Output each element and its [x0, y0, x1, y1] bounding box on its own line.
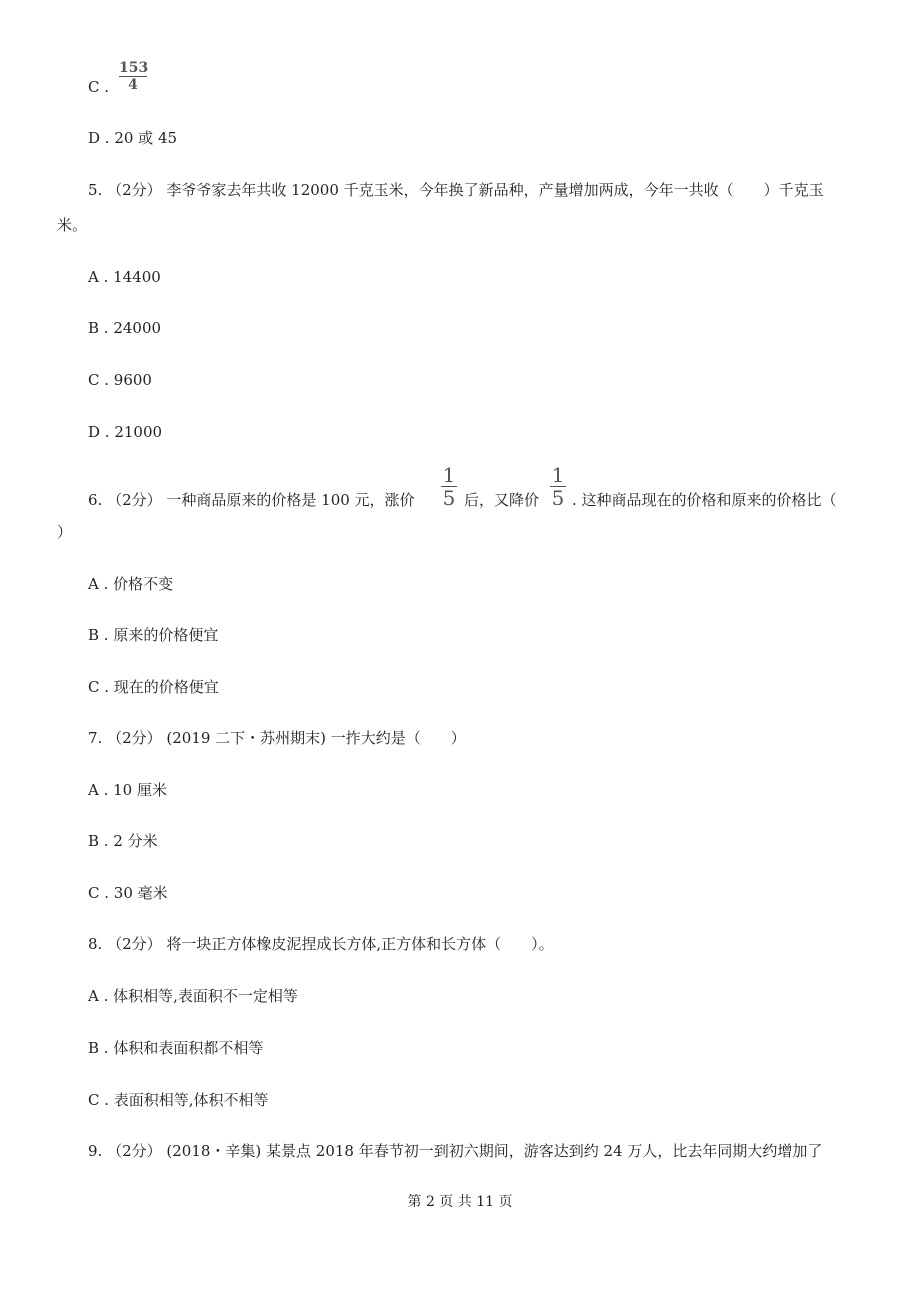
q6-stem-part2: 后，又降价 — [464, 491, 540, 509]
q6-stem-part3: . 这种商品现在的价格和原来的价格比（ — [572, 491, 837, 509]
q4-option-d: D . 20 或 45 — [88, 129, 178, 147]
q7-option-a: A . 10 厘米 — [88, 781, 167, 799]
option-label: C . — [88, 78, 110, 96]
page-footer: 第 2 页 共 11 页 — [407, 1194, 513, 1210]
fraction-denominator: 5 — [442, 486, 456, 510]
q6-fraction-2 — [550, 465, 566, 508]
fraction-numerator: 1 — [551, 463, 565, 487]
q9-stem: 9. （2分） (2018・辛集) 某景点 2018 年春节初一到初六期间，游客达到约 24 万人，比去年同期大约增加了 — [88, 1142, 823, 1160]
q4-option-c-fraction — [119, 61, 147, 92]
q5-option-d: D . 21000 — [88, 423, 163, 441]
q6-option-c: C . 现在的价格便宜 — [88, 678, 219, 696]
q8-stem: 8. （2分） 将一块正方体橡皮泥捏成长方体,正方体和长方体（ ）。 — [88, 935, 554, 953]
q6-stem-part1: 6. （2分） 一种商品原来的价格是 100 元，涨价 — [88, 491, 415, 509]
fraction-denominator: 4 — [128, 77, 138, 93]
q5-stem-line2: 米。 — [57, 216, 88, 234]
q6-option-a: A . 价格不变 — [88, 575, 174, 593]
q8-option-c: C . 表面积相等,体积不相等 — [88, 1091, 269, 1109]
fraction-numerator: 1 — [442, 463, 456, 487]
q7-stem: 7. （2分） (2019 二下・苏州期末) 一拃大约是（ ） — [88, 729, 466, 747]
q6-stem-line2: ） — [57, 523, 73, 541]
q7-option-c: C . 30 毫米 — [88, 884, 168, 902]
q4-option-c — [88, 77, 109, 97]
q8-option-b: B . 体积和表面积都不相等 — [88, 1039, 264, 1057]
fraction-numerator: 153 — [119, 60, 149, 76]
q5-option-a: A . 14400 — [88, 268, 161, 286]
q6-option-b: B . 原来的价格便宜 — [88, 626, 219, 644]
q5-option-b: B . 24000 — [88, 319, 162, 337]
q5-stem-line1: 5. （2分） 李爷爷家去年共收 12000 千克玉米，今年换了新品种，产量增加两成，今年一共收（ ）千克玉 — [88, 181, 824, 199]
q7-option-b: B . 2 分米 — [88, 832, 158, 850]
q6-fraction-1 — [441, 465, 457, 508]
fraction-denominator: 5 — [551, 486, 565, 510]
q5-option-c: C . 9600 — [88, 371, 152, 389]
q8-option-a: A . 体积相等,表面积不一定相等 — [88, 987, 298, 1005]
